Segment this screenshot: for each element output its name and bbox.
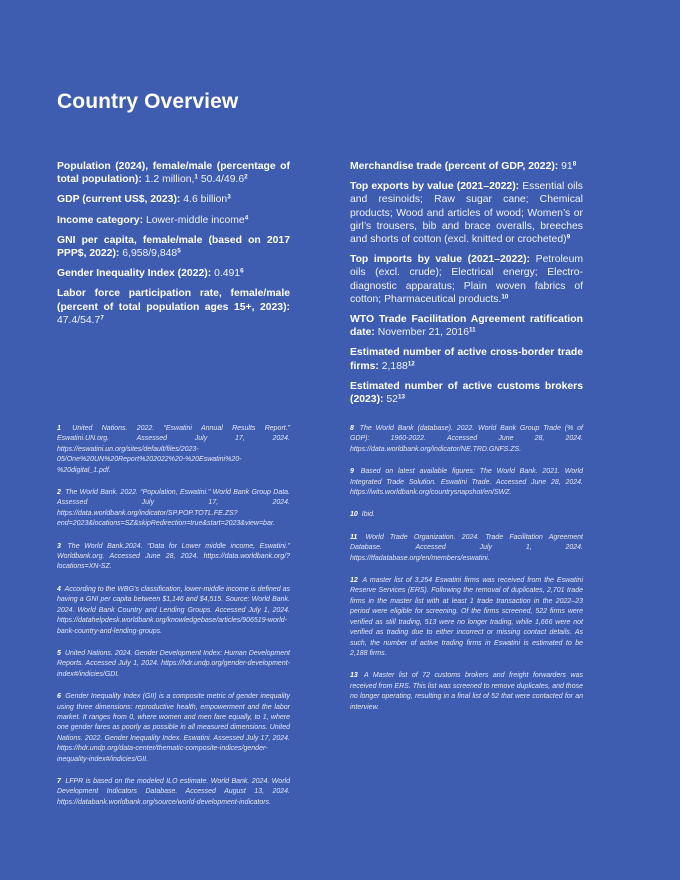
stat-merchandise-trade xyxy=(350,160,583,173)
footnote-ref: 8 xyxy=(572,160,577,168)
footnote xyxy=(57,585,290,637)
footnote-ref: 12 xyxy=(407,360,415,368)
stat-value: 47.4/54.7 xyxy=(57,314,101,326)
stat-label: Merchandise trade (percent of GDP, 2022): xyxy=(350,161,559,172)
footnote-number: 6 xyxy=(57,693,61,701)
footnotes-left xyxy=(57,424,290,820)
footnote xyxy=(350,671,583,713)
footnote-number: 12 xyxy=(350,577,358,585)
footnote-ref: 11 xyxy=(468,326,476,334)
footnotes-right xyxy=(350,424,583,725)
footnote-number: 10 xyxy=(350,511,358,519)
footnote-ref: 10 xyxy=(501,293,509,301)
footnote-text: A Master list of 72 customs brokers and freight forwarders was received from ERS. This list was screened to remove duplicates, and those no longer operating, resulting in a final list of 52 that were contacted for an interview. xyxy=(350,672,583,711)
stat-value: November 21, 2016 xyxy=(377,327,469,339)
footnote-ref: 4 xyxy=(244,214,249,222)
stat-label: Gender Inequality Index (2022): xyxy=(57,268,212,280)
footnote-number: 3 xyxy=(57,542,61,550)
stat-value: 0.491 xyxy=(214,268,241,280)
stat-active-trade-firms xyxy=(350,346,583,372)
stat-label: Population (2024), female/male (percentage of total population): xyxy=(57,161,290,186)
footnote-number: 5 xyxy=(57,649,61,657)
stat-wto-tfa-ratification xyxy=(350,313,583,339)
stat-label: Income category: xyxy=(57,214,144,226)
stat-top-exports xyxy=(350,180,583,246)
footnote-ref: 6 xyxy=(240,267,244,275)
stat-value: 6,958/9,848 xyxy=(122,248,178,260)
footnote-text: Gender Inequality Index (GII) is a composite metric of gender inequality using three dimensions: reproductive health, empowerment and the labor market. It ranges from 0, where women and men fare equally, to 1, where one gender fares as poorly as possible in all measured dimensions. United Nations. 2022. Gender Inequality Index. Eswatini. Assessed July 17, 2024. https://hdr.undp.org/data-center/thematic-composite-indices/gender-inequality-index#/indicies/GII. xyxy=(57,693,290,763)
footnote-number: 8 xyxy=(350,425,354,432)
stat-active-customs-brokers xyxy=(350,380,583,406)
footnote-text: Ibid. xyxy=(361,511,375,519)
page-title: Country Overview xyxy=(57,90,239,113)
footnote-ref: 13 xyxy=(397,393,405,401)
footnote-text: United Nations. 2022. “Eswatini Annual Results Report.” Eswatini.UN.org. Assessed July 17, 2024. https://eswatini.un.org/sites/default/files/2023-05/One%20UN%20Report%202022%20-%20Eswatini%20-%20digital_1.pdf. xyxy=(57,425,290,474)
stats-right-column xyxy=(350,160,583,413)
footnote xyxy=(350,576,583,659)
stat-label: Top exports by value (2021–2022): xyxy=(350,181,520,193)
footnote-number: 2 xyxy=(57,489,61,497)
footnote-text: A master list of 3,254 Eswatini firms was received from the Eswatini Reserve Services (ERS). Following the removal of duplicates, 2,701 trade firms in the master list with at least 1 trade transaction in the 2022–23 period were eligible for screening. Of the firms screened, 522 firms were verified as still trading, 513 were no longer trading, while 1,666 were not verified as trading due to either incorrect or missing contact details. As such, the number of active trading firms in Eswatini is estimated to be 2,188 firms. xyxy=(350,577,583,657)
footnote-ref: 1 xyxy=(194,173,198,181)
stat-value: 91 xyxy=(561,161,573,172)
footnote-number: 13 xyxy=(350,672,358,680)
footnote-text: The World Bank. 2022. “Population, Eswatini.” World Bank Group Data. Assessed July 17, 2024. https://data.worldbank.org/indicator/SP.POP.TOTL.FE.ZS?end=2023&locations=SZ&skipRedirection=true&start=2023&view=bar. xyxy=(57,489,290,528)
footnote xyxy=(350,424,583,455)
stat-value-secondary: 50.4/49.6 xyxy=(200,174,245,186)
stat-gdp xyxy=(57,193,290,206)
footnote-number: 1 xyxy=(57,425,61,432)
stat-label: Estimated number of active customs brokers (2023): xyxy=(350,380,583,406)
footnote-ref: 2 xyxy=(244,173,248,181)
stat-gni-per-capita xyxy=(57,234,290,260)
footnote xyxy=(57,488,290,530)
stat-labor-force-participation xyxy=(57,287,290,327)
stat-top-imports xyxy=(350,253,583,306)
footnote-ref: 7 xyxy=(100,314,104,322)
stats-left-column xyxy=(57,160,290,334)
stat-label: WTO Trade Facilitation Agreement ratification date: xyxy=(350,314,583,339)
stat-gender-inequality-index xyxy=(57,267,290,280)
stat-income-category xyxy=(57,214,290,227)
footnote xyxy=(350,467,583,498)
stat-label: Estimated number of active cross-border trade firms: xyxy=(350,347,583,372)
footnote-text: The World Bank (database). 2022. World Bank Group Trade (% of GDP): 1960-2022. Accessed June 28, 2024. https://data.worldbank.org/indicator/NE.TRD.GNFS.ZS. xyxy=(350,425,583,453)
footnote-number: 4 xyxy=(57,585,61,593)
footnote xyxy=(57,777,290,808)
stat-value: 52 xyxy=(386,394,398,406)
footnote-ref: 3 xyxy=(227,193,231,201)
stat-value: 4.6 billion xyxy=(183,194,228,206)
footnote-text: The World Bank.2024. “Data for Lower middle income, Eswatini.” Worldbank.org. Accessed June 28, 2024. https://data.worldbank.org/?locations=XN-SZ. xyxy=(57,542,291,571)
footnote xyxy=(350,510,583,520)
footnote xyxy=(57,649,290,680)
footnote xyxy=(57,424,290,476)
stat-value: Petroleum oils (excl. crude); Electrical energy; Electro-diagnostic apparatus; Plain woven fabrics of cotton; Pharmaceutical products. xyxy=(350,254,583,305)
stat-label: Labor force participation rate, female/male (percent of total population ages 15+, 2023): xyxy=(57,288,290,313)
footnote-number: 9 xyxy=(350,468,354,476)
stat-value: Lower-middle income xyxy=(145,214,245,226)
footnote-text: United Nations. 2024. Gender Development Index: Human Development Reports. Accessed July 1, 2024. https://hdr.undp.org/gender-development-index#/indicies/GDI. xyxy=(57,649,290,678)
footnote xyxy=(57,542,290,573)
stat-value: 1.2 million, xyxy=(144,174,195,186)
footnote-text: World Trade Organization. 2024. Trade Facilitation Agreement Database. Accessed July 1, 2024. https://tfadatabase.org/en/members/eswatini. xyxy=(350,533,583,562)
footnote xyxy=(57,692,290,765)
stat-label: GDP (current US$, 2023): xyxy=(57,194,181,206)
footnote-ref: 5 xyxy=(177,247,181,255)
stat-label: GNI per capita, female/male (based on 2017 PPP$, 2022): xyxy=(57,234,290,260)
footnote-text: Based on latest available figures: The World Bank. 2021. World Integrated Trade Solution. Eswatini Trade. Accessed June 28, 2024. https://wits.worldbank.org/countrysnapshot/en/SWZ. xyxy=(350,468,583,497)
stat-value: 2,188 xyxy=(381,360,408,372)
stat-label: Top imports by value (2021–2022): xyxy=(350,254,530,266)
footnote-number: 11 xyxy=(350,533,358,541)
footnote-text: According to the WBG’s classification, lower-middle income is defined as having a GNI per capita between $1,146 and $4,515. Source: World Bank. 2024. World Bank Country and Lending Groups. Accessed July 1, 2024. https://datahelpdesk.worldbank.org/knowledgebase/articles/906519-world-bank-country-and-lending-groups. xyxy=(57,585,291,635)
footnote-number: 7 xyxy=(57,777,61,785)
footnote xyxy=(350,533,583,564)
footnote-text: LFPR is based on the modeled ILO estimate. World Bank. 2024. World Development Indicators Database. Accessed August 13, 2024. https://databank.worldbank.org/source/world-development-indicators. xyxy=(57,777,290,806)
stat-value: Essential oils and resinoids; Raw sugar cane; Chemical products; Wood and articles of wood; Women’s or girl’s trousers, bib and brace overalls, breeches and shorts of cotton (excl. knitted or crocheted) xyxy=(350,181,583,246)
footnote-ref: 9 xyxy=(566,233,571,241)
stat-population xyxy=(57,160,290,186)
